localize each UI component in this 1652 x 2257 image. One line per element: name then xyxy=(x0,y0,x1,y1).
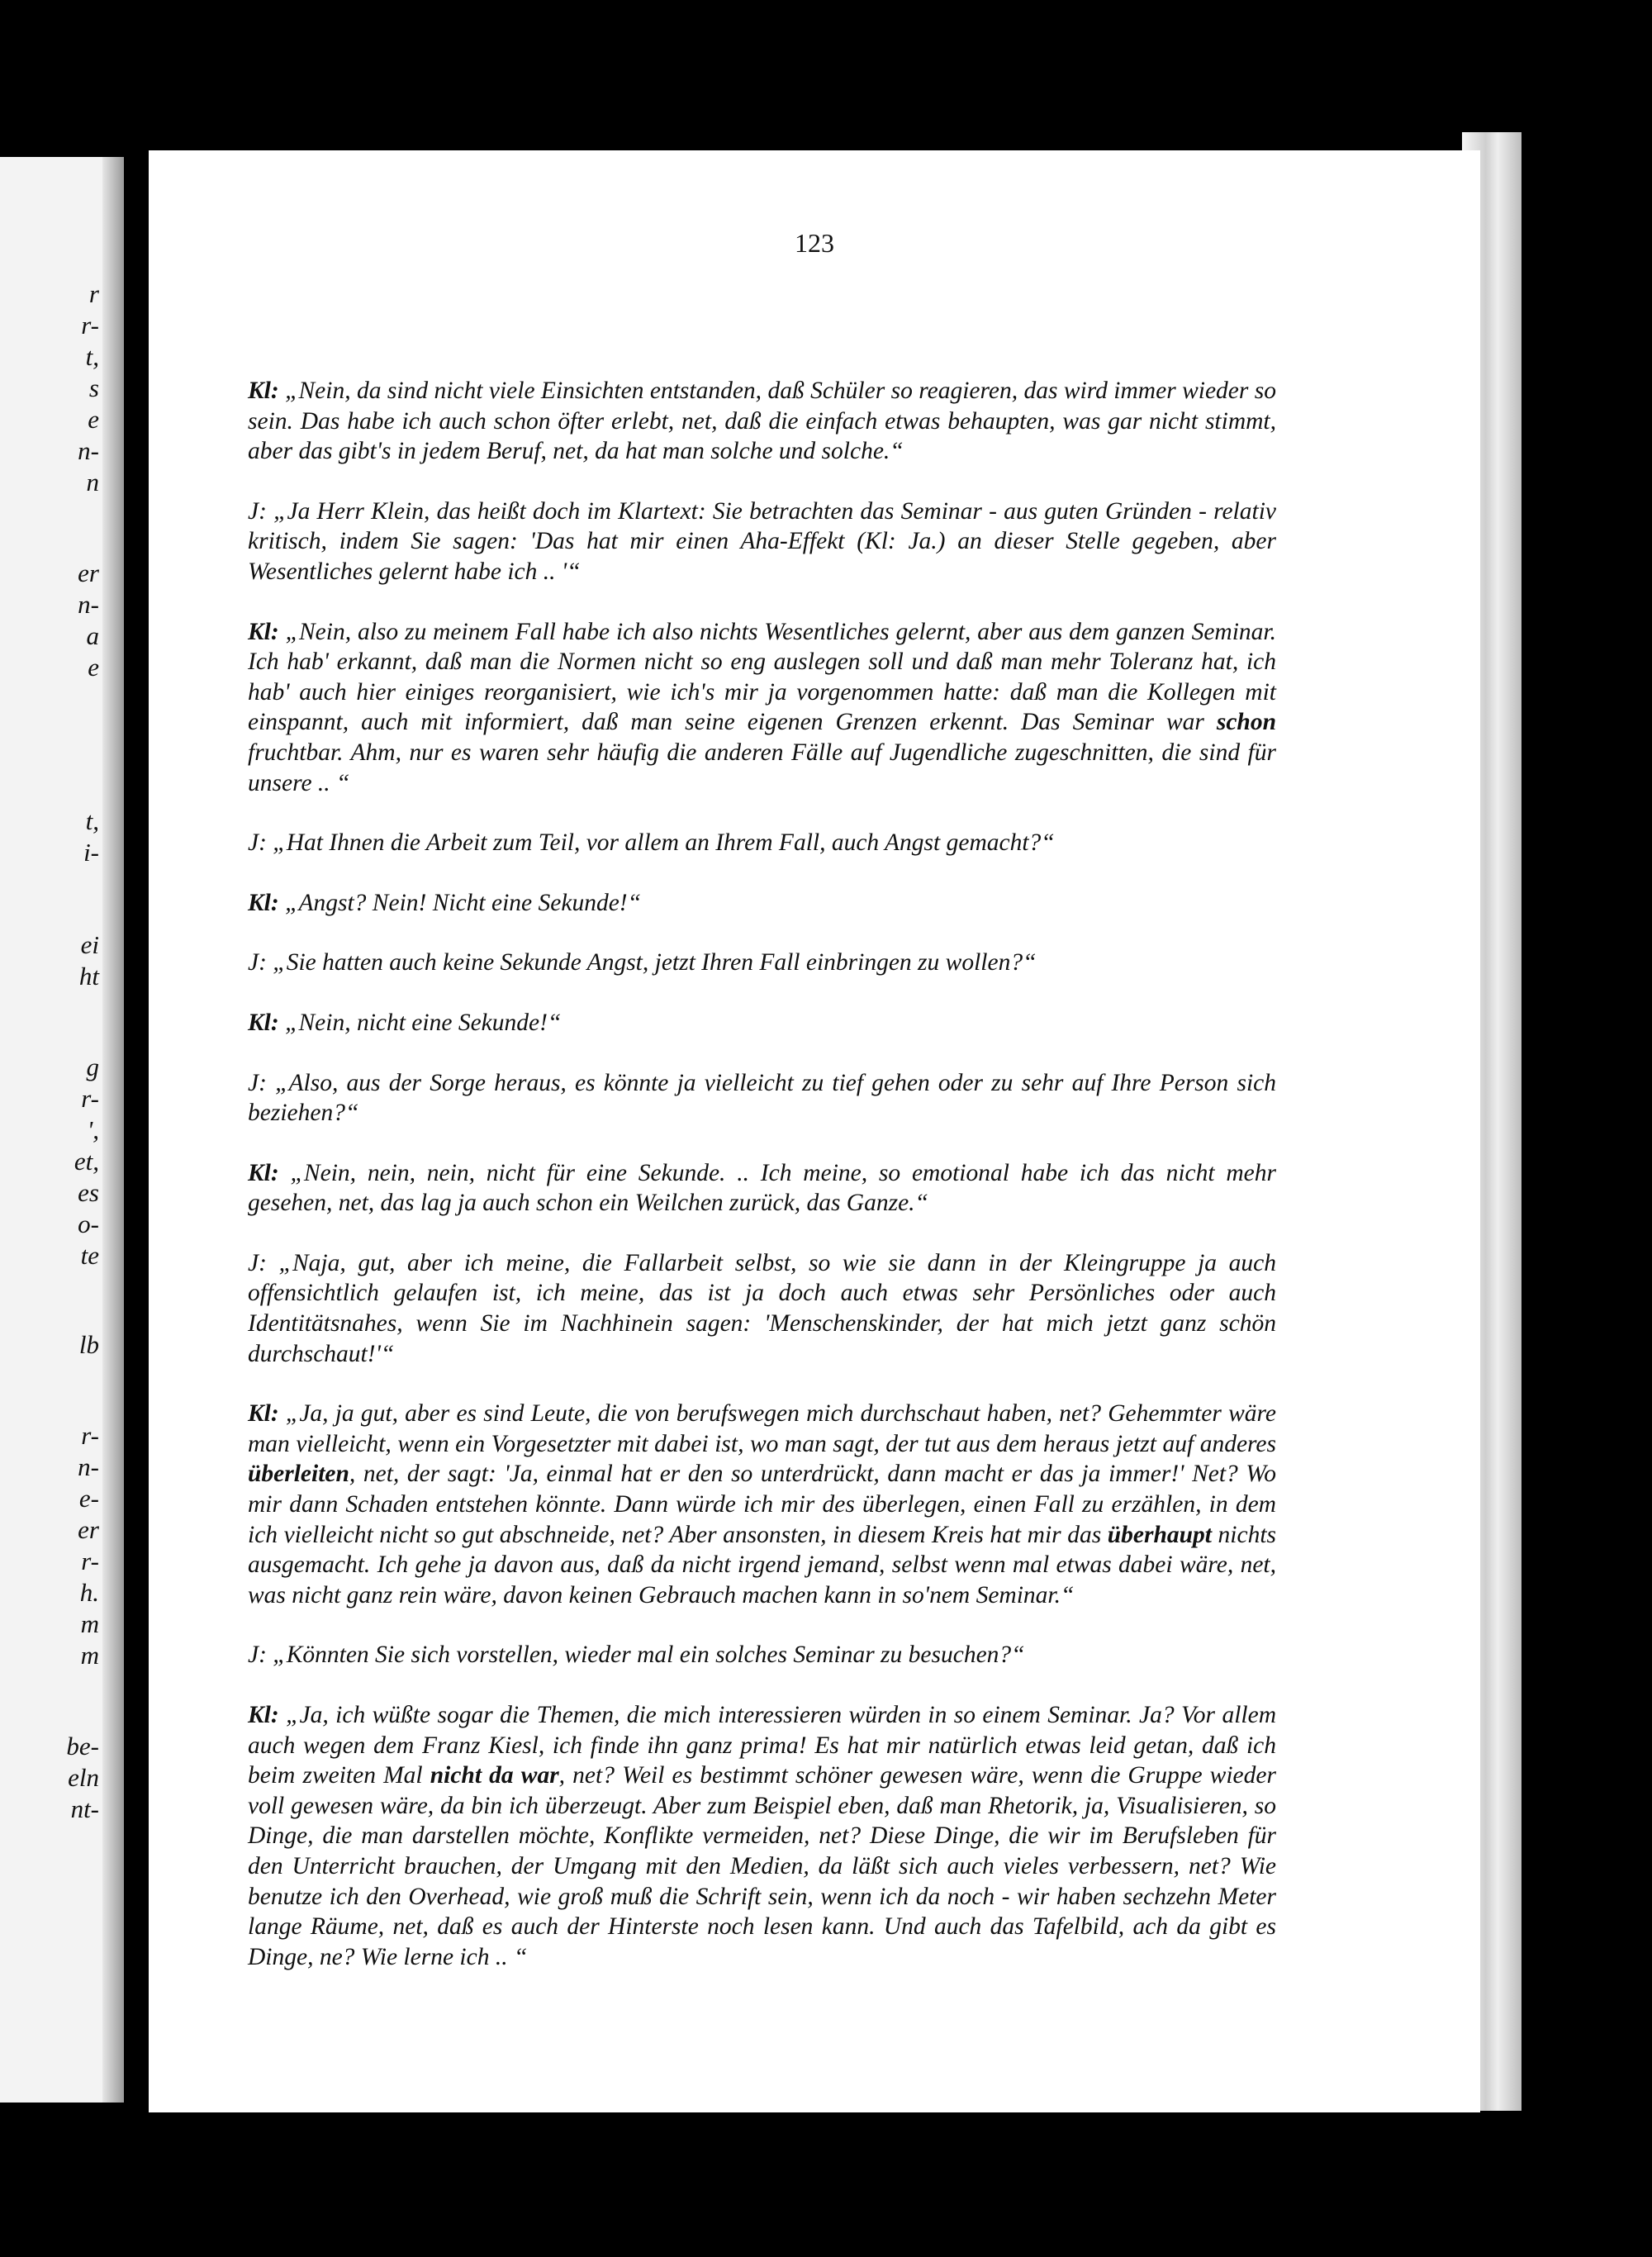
transcript-paragraph xyxy=(248,828,1276,858)
speaker-label: J: xyxy=(248,949,267,976)
paragraph-text: „Hat Ihnen die Arbeit zum Teil, vor allem an Ihrem Fall, auch Angst gemacht?“ xyxy=(266,829,1055,857)
speaker-label: Kl: xyxy=(248,889,279,916)
left-page-fragment: nt- xyxy=(70,1794,99,1823)
paragraph-text: „Sie hatten auch keine Sekunde Angst, jetzt Ihren Fall einbringen zu wollen?“ xyxy=(266,949,1037,976)
left-page-fragment: r- xyxy=(81,1547,99,1575)
speaker-label: Kl: xyxy=(248,378,279,404)
interview-transcript xyxy=(248,376,1276,2002)
left-page-fragment: g xyxy=(86,1052,99,1081)
left-page-fragment: s xyxy=(88,373,99,402)
left-page xyxy=(0,157,124,2103)
page-number: 123 xyxy=(795,228,834,258)
paragraph-text: „Nein, also zu meinem Fall habe ich also nichts Wesentliches gelernt, aber aus dem ganzen Seminar. Ich hab' erkannt, daß man die Normen nicht so eng auslegen soll und daß man mehr Toleranz hat, ich hab' auch hier einiges reorganisiert, wie ich's mir ja vorgenommen hatte: daß man die Kollegen mit einspannt, auch mit informiert, daß man seine eigenen Grenzen erkennt. Das Seminar war xyxy=(248,618,1276,736)
speaker-label: J: xyxy=(248,1069,267,1096)
left-page-fragment: e xyxy=(88,405,99,434)
speaker-label: Kl: xyxy=(248,1400,279,1428)
left-page-fragment: e xyxy=(88,653,99,682)
paragraph-text: „Nein, nicht eine Sekunde!“ xyxy=(278,1009,562,1036)
paragraph-text: „Nein, da sind nicht viele Einsichten entstanden, daß Schüler so reagieren, das wird immer wieder so sein. Das habe ich auch schon öfter erlebt, net, daß die einfach etwas behaupten, was gar nicht stimmt, aber das gibt's in jedem Beruf, net, da hat man solche und solche.“ xyxy=(248,378,1276,465)
speaker-label: J: xyxy=(248,1249,267,1276)
speaker-label: Kl: xyxy=(248,1009,279,1036)
left-page-fragment: r xyxy=(88,279,99,308)
page-gutter-shadow xyxy=(102,157,124,2103)
speaker-label: Kl: xyxy=(248,1702,279,1728)
paragraph-text: fruchtbar. Ahm, nur es waren sehr häufig die anderen Fälle auf Jugendliche zugeschnitten, die sind für unsere .. “ xyxy=(248,739,1276,796)
right-page xyxy=(149,150,1480,2112)
paragraph-text: „Naja, gut, aber ich meine, die Fallarbeit selbst, so wie sie dann in der Kleingruppe ja auch offensichtlich gelaufen ist, ich meine, das ist ja doch auch etwas sehr Persönliches oder auch Identitätsnahes, wenn Sie im Nachhinein sagen: 'Menschenskinder, der hat mich jetzt ganz schön durchschaut!'“ xyxy=(248,1249,1276,1367)
left-page-fragment: be- xyxy=(66,1732,99,1760)
transcript-paragraph xyxy=(248,617,1276,799)
transcript-paragraph xyxy=(248,376,1276,467)
left-page-fragment: i- xyxy=(83,838,99,867)
left-page-fragment: eln xyxy=(68,1763,99,1792)
paragraph-text: , net? Weil es bestimmt schöner gewesen wäre, wenn die Gruppe wieder voll gewesen wäre, da bin ich überzeugt. Aber zum Beispiel eben, daß man Rhetorik, ja, Visualisieren, so Dinge, die man darstellen möchte, Konflikte vermeiden, net? Diese Dinge, die wir im Berufsleben für den Unterricht brauchen, der Umgang mit den Medien, da läßt sich auch vieles verbessern, net? Wie benutze ich den Overhead, wie groß muß die Schrift sein, wenn ich da noch - wir haben sechzehn Meter lange Räume, net, daß es auch der Hinterste noch lesen kann. Und auch das Tafelbild, ach da gibt es Dinge, ne? Wie lerne ich .. “ xyxy=(248,1762,1276,1970)
left-page-fragment: n- xyxy=(78,1452,99,1481)
paragraph-text: „Ja Herr Klein, das heißt doch im Klartext: Sie betrachten das Seminar - aus guten Gründen - relativ kritisch, indem Sie sagen: 'Das hat mir einen Aha-Effekt (Kl: Ja.) an dieser Stelle gegeben, aber Wesentliches gelernt habe ich .. '“ xyxy=(248,497,1276,585)
paragraph-text: „Könnten Sie sich vorstellen, wieder mal ein solches Seminar zu besuchen?“ xyxy=(266,1642,1025,1669)
left-page-fragment: e- xyxy=(78,1484,99,1513)
left-page-fragment: lb xyxy=(78,1330,99,1359)
left-page-fragment: er xyxy=(78,1515,99,1544)
transcript-paragraph xyxy=(248,948,1276,978)
transcript-paragraph xyxy=(248,888,1276,919)
left-page-fragment: t, xyxy=(85,342,99,371)
transcript-paragraph xyxy=(248,1399,1276,1610)
transcript-paragraph xyxy=(248,1008,1276,1038)
transcript-paragraph xyxy=(248,497,1276,587)
left-page-fragment: ', xyxy=(87,1115,99,1144)
transcript-paragraph xyxy=(248,1158,1276,1219)
speaker-label: Kl: xyxy=(248,1159,279,1186)
paragraph-text: , net, der sagt: 'Ja, einmal hat er den so unterdrückt, dann macht er das ja immer!' Net? Wo mir dann Schaden entstehen könnte. Dann würde ich mir des überlegen, einen Fall zu erzählen, in dem ich vielleicht nicht so gut abschneide, net? Aber ansonsten, in diesem Kreis hat mir das xyxy=(248,1461,1276,1548)
left-page-fragment: er xyxy=(78,558,99,587)
emphasized-text: überhaupt xyxy=(1107,1521,1212,1548)
left-page-fragment: m xyxy=(80,1609,99,1638)
left-page-fragment: o- xyxy=(78,1209,99,1238)
left-page-fragment: a xyxy=(86,621,99,650)
left-page-fragment: ht xyxy=(78,962,99,991)
paragraph-text: „Nein, nein, nein, nicht für eine Sekunde. .. Ich meine, so emotional habe ich das nicht mehr gesehen, net, das lag ja auch schon ein Weilchen zurück, das Ganze.“ xyxy=(248,1159,1276,1217)
transcript-paragraph xyxy=(248,1640,1276,1670)
emphasized-text: nicht da war xyxy=(430,1762,559,1789)
emphasized-text: schon xyxy=(1216,709,1276,736)
left-page-fragment: r- xyxy=(81,1421,99,1450)
transcript-paragraph xyxy=(248,1068,1276,1128)
speaker-label: J: xyxy=(248,829,267,857)
paragraph-text: „Ja, ja gut, aber es sind Leute, die von berufswegen mich durchschaut haben, net? Gehemmter wäre man vielleicht, wenn ein Vorgesetzter mit dabei ist, wo man sagt, der tut aus dem heraus jetzt auf anderes xyxy=(248,1400,1276,1457)
emphasized-text: überleiten xyxy=(248,1461,349,1488)
left-page-fragment: ei xyxy=(80,930,99,959)
paragraph-text: „Angst? Nein! Nicht eine Sekunde!“ xyxy=(278,889,642,916)
transcript-paragraph xyxy=(248,1248,1276,1369)
left-page-fragment: n- xyxy=(78,436,99,465)
speaker-label: Kl: xyxy=(248,618,279,645)
left-page-fragment: es xyxy=(78,1178,99,1207)
left-page-fragment: n- xyxy=(78,590,99,619)
left-page-fragment: t, xyxy=(85,806,99,835)
speaker-label: J: xyxy=(248,497,267,525)
paragraph-text: „Also, aus der Sorge heraus, es könnte ja vielleicht zu tief gehen oder zu sehr auf Ihre Person sich beziehen?“ xyxy=(248,1069,1276,1127)
left-page-fragment: r- xyxy=(81,311,99,340)
transcript-paragraph xyxy=(248,1700,1276,1972)
left-page-fragment: m xyxy=(80,1641,99,1670)
paragraph-text: „Ja, ich wüßte sogar die Themen, die mich interessieren würden in so einem Seminar. Ja? Vor allem auch wegen dem Franz Kiesl, ich finde ihn ganz prima! Es hat mir natürlich etwas leid getan, daß ich beim zweiten Mal xyxy=(248,1702,1276,1789)
speaker-label: J: xyxy=(248,1642,267,1669)
left-page-fragment: te xyxy=(80,1241,99,1270)
left-page-fragment: r- xyxy=(81,1084,99,1113)
left-page-fragment: et, xyxy=(74,1147,99,1176)
left-page-fragment: n xyxy=(86,468,99,497)
paragraph-text: nichts ausgemacht. Ich gehe ja davon aus, daß da nicht irgend jemand, selbst wenn mal etwas dabei wäre, net, was nicht ganz rein wäre, davon keinen Gebrauch machen kann in so'nem Seminar.“ xyxy=(248,1521,1277,1608)
left-page-fragment: h. xyxy=(79,1578,99,1607)
